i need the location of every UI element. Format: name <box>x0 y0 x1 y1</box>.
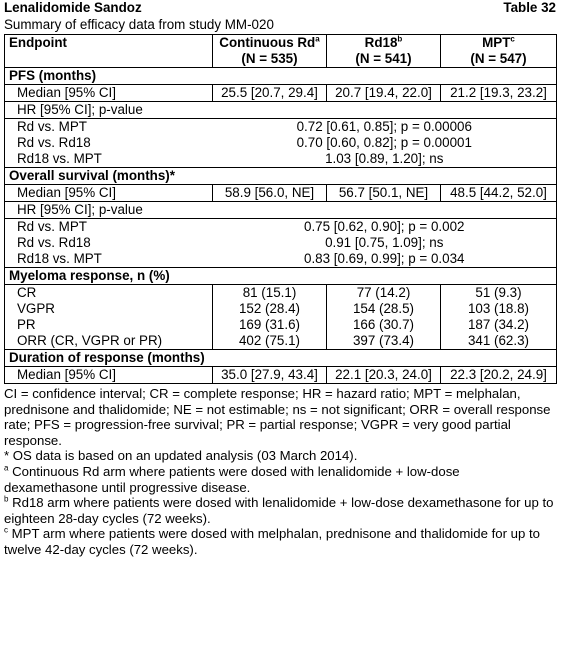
cell-value: 154 (28.5) <box>352 301 415 316</box>
document-page <box>4 0 556 558</box>
footnote-marker: c <box>4 525 8 535</box>
footnote-marker: b <box>397 34 403 44</box>
response-label: ORR (CR, VGPR or PR) <box>17 333 163 348</box>
footnote-text: Continuous Rd arm where patients were dosed with lenalidomide + low-dose dexamethasone until progressive disease. <box>4 463 460 495</box>
endpoint-header: Endpoint <box>5 35 213 68</box>
hr-values <box>213 219 557 268</box>
cell-value: 25.5 [20.7, 29.4] <box>213 85 327 102</box>
row-label: Median [95% CI] <box>5 367 213 384</box>
efficacy-table <box>4 34 557 384</box>
comparison-label: Rd vs. MPT <box>17 119 87 134</box>
response-label: PR <box>17 317 36 332</box>
arm-n: (N = 547) <box>470 51 527 66</box>
cell-value: 22.1 [20.3, 24.0] <box>327 367 441 384</box>
arm-n: (N = 541) <box>355 51 412 66</box>
table-row <box>5 119 557 168</box>
hr-value: 0.83 [0.69, 0.99]; p = 0.034 <box>304 251 465 266</box>
section-label: PFS (months) <box>5 68 557 85</box>
cell-value: 152 (28.4) <box>238 301 301 316</box>
footnote-b <box>4 495 556 526</box>
arm-n: (N = 535) <box>241 51 298 66</box>
cell-value: 341 (62.3) <box>467 333 530 348</box>
document-title: Lenalidomide Sandoz <box>4 0 142 15</box>
section-row-os <box>5 168 557 185</box>
table-row <box>5 367 557 384</box>
abbreviations-note: CI = confidence interval; CR = complete response; HR = hazard ratio; MPT = melphalan, prednisone and thalidomide; NE = not estimable; ns = not significant; ORR = overall response rate; PFS = progression-free survival; PR = partial response; VGPR = very good partial response. <box>4 386 551 448</box>
arm-header-rd18 <box>327 35 441 68</box>
section-label: Myeloma response, n (%) <box>5 268 557 285</box>
table-row <box>5 202 557 219</box>
os-footnote: * OS data is based on an updated analysis (03 March 2014). <box>4 448 358 464</box>
comparison-label: Rd18 vs. MPT <box>17 251 102 266</box>
comparison-label: Rd vs. Rd18 <box>17 235 91 250</box>
section-label: Duration of response (months) <box>5 350 557 367</box>
footnote-text: MPT arm where patients were dosed with melphalan, prednisone and thalidomide for up to twelve 42-day cycles (72 weeks). <box>4 526 540 557</box>
hr-value: 1.03 [0.89, 1.20]; ns <box>325 151 444 166</box>
table-row <box>5 102 557 119</box>
cell-value: 166 (30.7) <box>352 317 415 332</box>
footnote-text: Rd18 arm where patients were dosed with lenalidomide + low-dose dexamethasone for up to eighteen 28-day cycles (72 weeks). <box>4 495 554 526</box>
footnote-c <box>4 526 556 557</box>
hr-value: 0.72 [0.61, 0.85]; p = 0.00006 <box>296 119 472 134</box>
arm-header-mpt <box>441 35 557 68</box>
document-header <box>4 0 556 17</box>
table-row <box>5 85 557 102</box>
footnote-a <box>4 464 556 495</box>
section-row-duration <box>5 350 557 367</box>
comparison-label: Rd18 vs. MPT <box>17 151 102 166</box>
footnotes <box>4 386 556 558</box>
arm-name: Continuous Rd <box>219 35 316 50</box>
cell-value: 51 (9.3) <box>475 285 522 300</box>
response-values-mpt <box>441 285 557 350</box>
row-label: Median [95% CI] <box>5 85 213 102</box>
cell-value: 56.7 [50.1, NE] <box>327 185 441 202</box>
arm-name: Rd18 <box>364 35 398 50</box>
cell-value: 402 (75.1) <box>238 333 301 348</box>
section-row-pfs <box>5 68 557 85</box>
cell-value: 169 (31.6) <box>238 317 301 332</box>
footnote-marker: b <box>4 494 9 504</box>
response-label: CR <box>17 285 37 300</box>
cell-value: 397 (73.4) <box>352 333 415 348</box>
arm-name: MPT <box>482 35 511 50</box>
response-values-rd18 <box>327 285 441 350</box>
footnote-marker: c <box>510 34 515 44</box>
row-label: HR [95% CI]; p-value <box>5 102 557 119</box>
cell-value: 58.9 [56.0, NE] <box>213 185 327 202</box>
hr-value: 0.91 [0.75, 1.09]; ns <box>325 235 444 250</box>
comparison-labels <box>5 219 213 268</box>
comparison-label: Rd vs. Rd18 <box>17 135 91 150</box>
cell-value: 81 (15.1) <box>242 285 297 300</box>
arm-header-continuous-rd <box>213 35 327 68</box>
hr-values <box>213 119 557 168</box>
response-values-continuous-rd <box>213 285 327 350</box>
table-row <box>5 219 557 268</box>
table-label: Table 32 <box>503 0 556 15</box>
row-label: HR [95% CI]; p-value <box>5 202 557 219</box>
cell-value: 20.7 [19.4, 22.0] <box>327 85 441 102</box>
row-label: Median [95% CI] <box>5 185 213 202</box>
cell-value: 48.5 [44.2, 52.0] <box>441 185 557 202</box>
cell-value: 103 (18.8) <box>467 301 530 316</box>
cell-value: 77 (14.2) <box>356 285 411 300</box>
response-label: VGPR <box>17 301 55 316</box>
response-labels <box>5 285 213 350</box>
footnote-marker: a <box>4 463 9 473</box>
cell-value: 35.0 [27.9, 43.4] <box>213 367 327 384</box>
table-row <box>5 185 557 202</box>
comparison-label: Rd vs. MPT <box>17 219 87 234</box>
footnote-marker: a <box>315 34 320 44</box>
hr-value: 0.70 [0.60, 0.82]; p = 0.00001 <box>296 135 472 150</box>
table-header-row <box>5 35 557 68</box>
table-row <box>5 285 557 350</box>
section-row-response <box>5 268 557 285</box>
cell-value: 21.2 [19.3, 23.2] <box>441 85 557 102</box>
cell-value: 22.3 [20.2, 24.9] <box>441 367 557 384</box>
comparison-labels <box>5 119 213 168</box>
cell-value: 187 (34.2) <box>467 317 530 332</box>
hr-value: 0.75 [0.62, 0.90]; p = 0.002 <box>304 219 465 234</box>
table-subtitle: Summary of efficacy data from study MM-020 <box>4 17 274 32</box>
section-label: Overall survival (months)* <box>5 168 557 185</box>
